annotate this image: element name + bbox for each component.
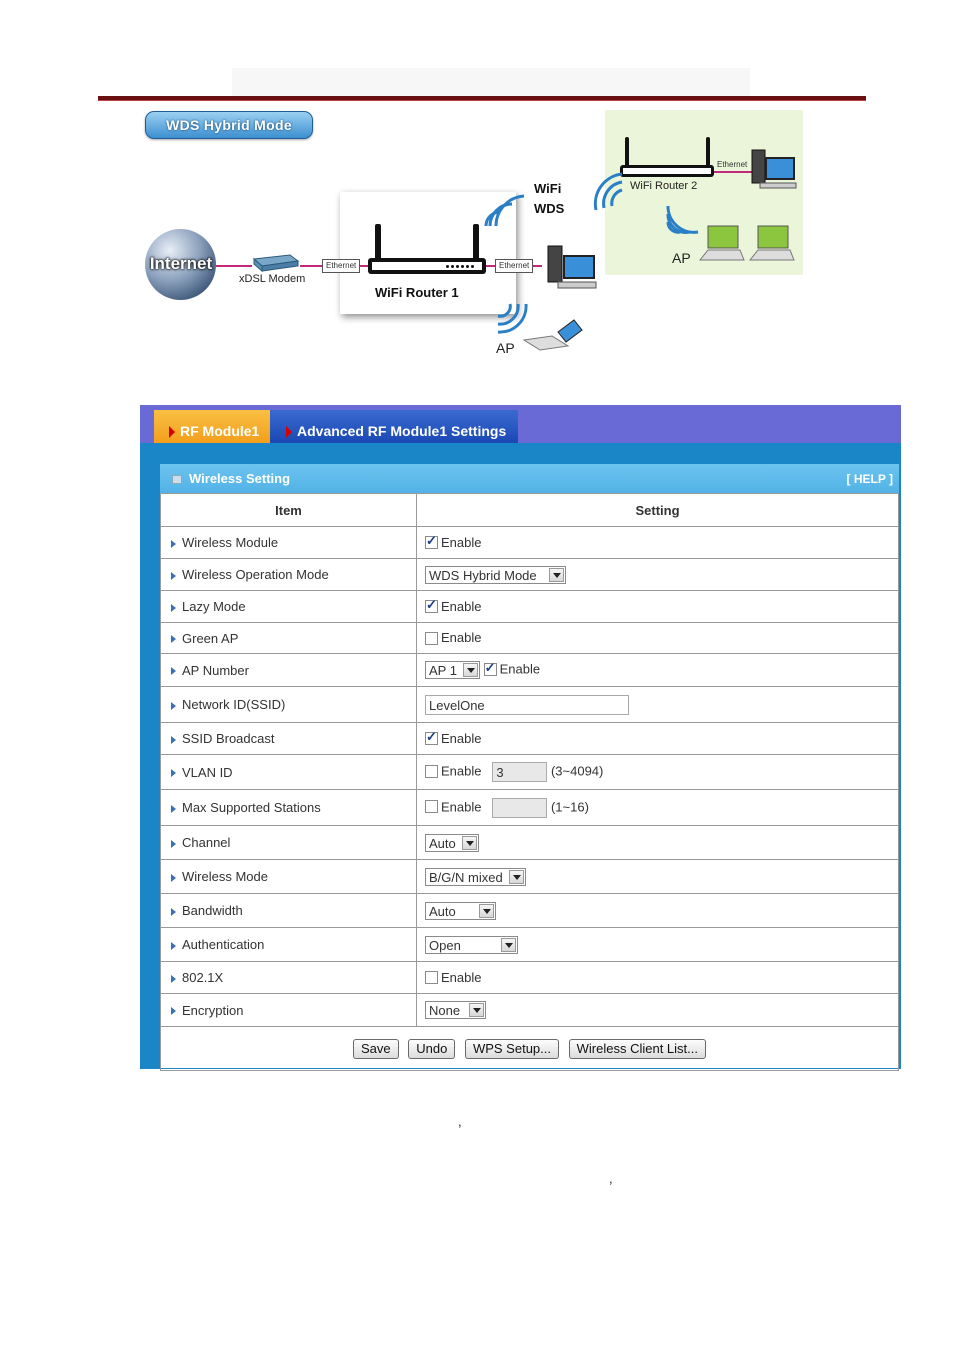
- table-row: [161, 723, 899, 755]
- panel-title: Wireless Setting: [189, 471, 291, 486]
- bullet-arrow-icon: [171, 635, 176, 643]
- wireless-mode-select[interactable]: B/G/N mixed: [425, 868, 526, 886]
- panel-title-bar: [160, 464, 899, 494]
- wire-internet-modem: [216, 265, 252, 267]
- page-header-band: [232, 68, 750, 96]
- vlan-id-input[interactable]: 3: [492, 762, 547, 782]
- row-label: Channel: [161, 826, 417, 860]
- column-header-setting: Setting: [417, 494, 899, 527]
- ssid-input[interactable]: LevelOne: [425, 695, 629, 715]
- wifi-waves-icon-2: [582, 168, 626, 216]
- tab-bar: [140, 405, 901, 443]
- panel-title-icon: [172, 475, 182, 484]
- wds-hybrid-mode-badge: WDS Hybrid Mode: [145, 111, 313, 139]
- vlan-enable-checkbox[interactable]: [425, 765, 438, 778]
- enable-label: Enable: [441, 598, 482, 614]
- ethernet-label-3: Ethernet: [717, 160, 748, 169]
- router1-antenna-right: [473, 224, 479, 262]
- chevron-down-icon: [469, 1003, 484, 1017]
- enable-label: Enable: [441, 630, 482, 646]
- table-row: [161, 591, 899, 623]
- table-row: [161, 559, 899, 591]
- wifi-waves-icon-3: [664, 196, 702, 236]
- ap-label-1: AP: [672, 250, 691, 266]
- settings-table: [160, 493, 899, 1071]
- chevron-down-icon: [479, 904, 494, 918]
- bullet-arrow-icon: [171, 942, 176, 950]
- enable-label: Enable: [441, 534, 482, 550]
- tab-arrow-icon: [286, 426, 292, 438]
- row-label: Wireless Operation Mode: [161, 559, 417, 591]
- bullet-arrow-icon: [171, 769, 176, 777]
- wds-label: WDS: [534, 201, 565, 216]
- wireless-client-list-button[interactable]: Wireless Client List...: [569, 1039, 706, 1059]
- enable-label: Enable: [441, 730, 482, 746]
- chevron-down-icon: [501, 938, 516, 952]
- modem-label: xDSL Modem: [239, 273, 306, 285]
- table-row: [161, 527, 899, 559]
- row-label: Bandwidth: [161, 894, 417, 928]
- undo-button[interactable]: Undo: [408, 1039, 455, 1059]
- table-row: [161, 860, 899, 894]
- laptop-icon-2: [698, 224, 746, 266]
- chevron-down-icon: [462, 836, 477, 850]
- ap-enable-checkbox[interactable]: [484, 663, 497, 676]
- tab-label: RF Module1: [180, 423, 260, 439]
- table-row: [161, 654, 899, 687]
- chevron-down-icon: [549, 568, 564, 582]
- max-stations-range-hint: (1~16): [550, 798, 589, 814]
- bullet-arrow-icon: [171, 604, 176, 612]
- desktop-pc-icon-1: [544, 244, 600, 294]
- ethernet-label-2: Ethernet: [495, 259, 533, 273]
- bullet-arrow-icon: [171, 840, 176, 848]
- router2-label: WiFi Router 2: [630, 180, 698, 192]
- max-stations-enable-checkbox[interactable]: [425, 800, 438, 813]
- table-row: [161, 826, 899, 860]
- table-row: [161, 790, 899, 826]
- wps-setup-button[interactable]: WPS Setup...: [465, 1039, 559, 1059]
- chevron-down-icon: [509, 870, 524, 884]
- row-label: Wireless Mode: [161, 860, 417, 894]
- ethernet-label-1: Ethernet: [322, 259, 360, 273]
- row-label: Network ID(SSID): [161, 687, 417, 723]
- bullet-arrow-icon: [171, 702, 176, 710]
- bullet-arrow-icon: [171, 975, 176, 983]
- bullet-arrow-icon: [171, 1007, 176, 1015]
- bullet-arrow-icon: [171, 805, 176, 813]
- table-row: [161, 994, 899, 1027]
- row-label: 802.1X: [161, 962, 417, 994]
- tab-arrow-icon: [169, 426, 175, 438]
- table-row: [161, 894, 899, 928]
- ssid-broadcast-checkbox[interactable]: [425, 732, 438, 745]
- enable-label: Enable: [441, 763, 482, 779]
- page-header-rule: [98, 96, 866, 101]
- ap-label-2: AP: [496, 340, 515, 356]
- router-ui-frame: [140, 405, 901, 1069]
- channel-select[interactable]: Auto: [425, 834, 479, 852]
- bullet-arrow-icon: [171, 874, 176, 882]
- tab-advanced-rf-module1-settings[interactable]: [270, 410, 518, 443]
- laptop-icon-1: [522, 318, 584, 354]
- tab-label: Advanced RF Module1 Settings: [297, 423, 507, 439]
- save-button[interactable]: Save: [353, 1039, 399, 1059]
- enable-label: Enable: [441, 969, 482, 985]
- table-row: [161, 687, 899, 723]
- bullet-arrow-icon: [171, 908, 176, 916]
- router1-label: WiFi Router 1: [375, 285, 459, 300]
- lazy-mode-checkbox[interactable]: [425, 600, 438, 613]
- table-row: [161, 623, 899, 654]
- bullet-arrow-icon: [171, 540, 176, 548]
- wifi-label: WiFi: [534, 181, 562, 196]
- footer-comma-1: ,: [458, 1114, 462, 1129]
- internet-label: Internet: [149, 254, 213, 273]
- row-label: Max Supported Stations: [161, 790, 417, 826]
- wireless-module-checkbox[interactable]: [425, 536, 438, 549]
- ap-number-select[interactable]: AP 1: [425, 661, 480, 679]
- bullet-arrow-icon: [171, 736, 176, 744]
- router1-antenna-left: [375, 224, 381, 262]
- bullet-arrow-icon: [171, 572, 176, 580]
- row-label: Encryption: [161, 994, 417, 1027]
- tab-rf-module1[interactable]: [154, 410, 270, 443]
- encryption-select[interactable]: None: [425, 1001, 486, 1019]
- help-link[interactable]: [ HELP ]: [846, 472, 893, 486]
- row-label: Lazy Mode: [161, 591, 417, 623]
- wifi-waves-icon-1: [482, 188, 526, 232]
- chevron-down-icon: [463, 663, 478, 677]
- bullet-arrow-icon: [171, 667, 176, 675]
- enable-label: Enable: [499, 661, 541, 677]
- row-label: SSID Broadcast: [161, 723, 417, 755]
- router1-icon: [368, 258, 486, 274]
- router2-icon: [620, 165, 714, 177]
- vlan-range-hint: (3~4094): [550, 763, 604, 779]
- laptop-icon-3: [748, 224, 796, 266]
- modem-icon: [250, 251, 300, 273]
- row-label: Green AP: [161, 623, 417, 654]
- table-row: [161, 962, 899, 994]
- router2-antenna-right: [706, 137, 710, 167]
- authentication-select[interactable]: Open: [425, 936, 518, 954]
- row-label: Wireless Module: [161, 527, 417, 559]
- row-label: Authentication: [161, 928, 417, 962]
- wireless-setting-panel: [160, 464, 899, 1068]
- desktop-pc-icon-2: [748, 148, 800, 194]
- button-row: [161, 1027, 899, 1071]
- router2-antenna-left: [625, 137, 629, 167]
- bandwidth-select[interactable]: Auto: [425, 902, 496, 920]
- table-row: [161, 755, 899, 790]
- max-stations-input[interactable]: [492, 798, 547, 818]
- enable-label: Enable: [441, 798, 482, 814]
- table-row: [161, 928, 899, 962]
- dot1x-checkbox[interactable]: [425, 971, 438, 984]
- footer-comma-2: ,: [609, 1171, 613, 1186]
- row-label: AP Number: [161, 654, 417, 687]
- column-header-item: Item: [161, 494, 417, 527]
- row-label: VLAN ID: [161, 755, 417, 790]
- operation-mode-select[interactable]: WDS Hybrid Mode: [425, 566, 566, 584]
- green-ap-checkbox[interactable]: [425, 632, 438, 645]
